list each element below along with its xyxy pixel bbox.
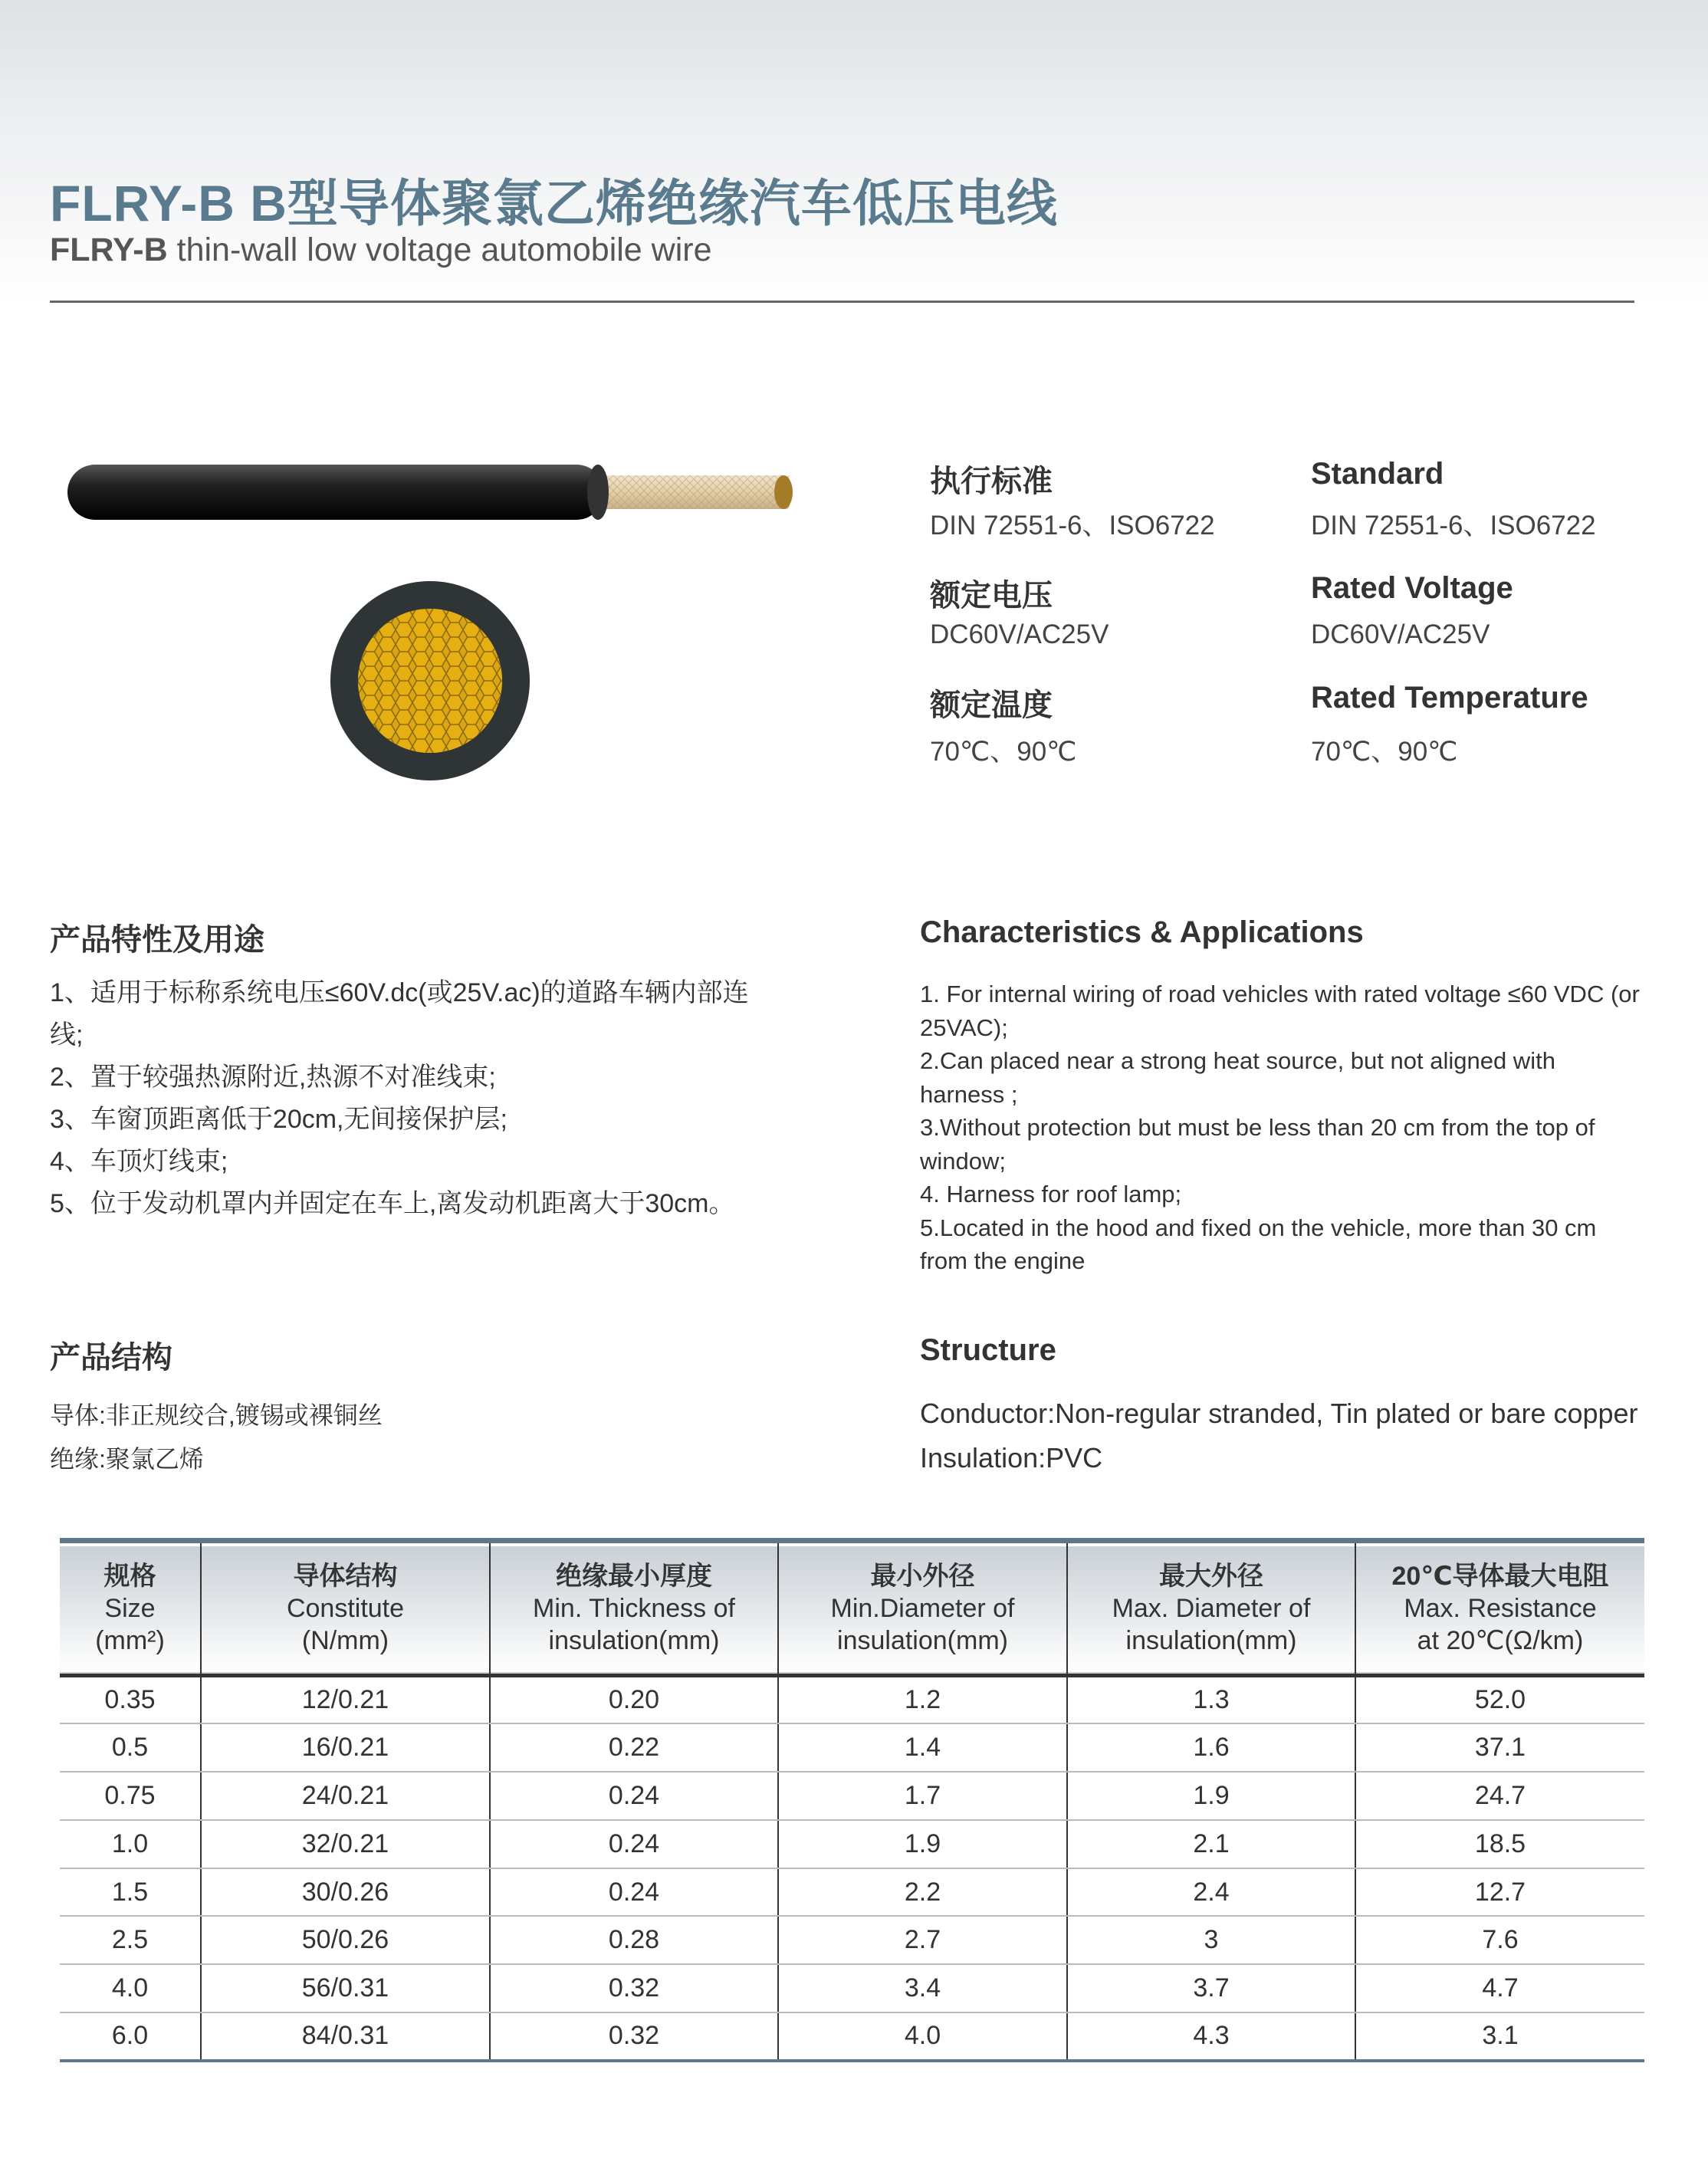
table-cell: 7.6 [1355, 1916, 1644, 1964]
spec-value-zh: DIN 72551-6、ISO6722 [930, 511, 1215, 540]
table-cell: 1.4 [778, 1723, 1067, 1772]
list-item: 绝缘:聚氯乙烯 [50, 1445, 204, 1473]
characteristics-list-zh [50, 972, 778, 1225]
list-item: 3、车窗顶距离低于20cm,无间接保护层; [50, 1105, 507, 1134]
table-cell: 32/0.21 [201, 1820, 490, 1868]
table-row [60, 1964, 1644, 2012]
spec-value-en: 70℃、90℃ [1311, 737, 1458, 767]
table-cell: 2.1 [1067, 1820, 1355, 1868]
spec-value-zh: 70℃、90℃ [930, 737, 1077, 767]
list-item: 2.Can placed near a strong heat source, but not aligned with harness ; [920, 1047, 1555, 1108]
table-row [60, 1723, 1644, 1772]
spec-value-en: DC60V/AC25V [1311, 619, 1490, 649]
table-cell: 1.3 [1067, 1676, 1355, 1724]
list-item: 3.Without protection but must be less than 20 cm from the top of window; [920, 1114, 1595, 1175]
characteristics-title-en: Characteristics & Applications [920, 915, 1364, 949]
table-cell: 24.7 [1355, 1772, 1644, 1820]
table-cell: 16/0.21 [201, 1723, 490, 1772]
subtitle-model: FLRY-B [50, 232, 168, 268]
table-cell: 4.0 [60, 1964, 201, 2012]
spec-label-zh: 额定温度 [930, 688, 1053, 722]
table-cell: 84/0.31 [201, 2012, 490, 2061]
table-cell: 56/0.31 [201, 1964, 490, 2012]
table-cell: 0.5 [60, 1723, 201, 1772]
table-cell: 1.2 [778, 1676, 1067, 1724]
column-header: 最大外径 Max. Diameter of insulation(mm) [1067, 1541, 1355, 1676]
table-row [60, 1868, 1644, 1917]
table-cell: 1.7 [778, 1772, 1067, 1820]
table-cell: 3.1 [1355, 2012, 1644, 2061]
table-cell: 6.0 [60, 2012, 201, 2061]
table-cell: 1.9 [778, 1820, 1067, 1868]
column-header: 20℃导体最大电阻 Max. Resistance at 20℃(Ω/km) [1355, 1541, 1644, 1676]
table-cell: 24/0.21 [201, 1772, 490, 1820]
table-cell: 2.2 [778, 1868, 1067, 1917]
table-row [60, 2012, 1644, 2061]
table-cell: 37.1 [1355, 1723, 1644, 1772]
structure-list-zh [50, 1394, 383, 1481]
table-cell: 3.7 [1067, 1964, 1355, 2012]
page-subtitle [50, 232, 712, 269]
table-cell: 52.0 [1355, 1676, 1644, 1724]
table-cell: 0.22 [490, 1723, 778, 1772]
table-cell: 4.7 [1355, 1964, 1644, 2012]
list-item: 1、适用于标称系统电压≤60V.dc(或25V.ac)的道路车辆内部连线; [50, 978, 749, 1050]
table-cell: 12.7 [1355, 1868, 1644, 1917]
spec-table [60, 1538, 1644, 2062]
spec-label-zh: 额定电压 [930, 579, 1053, 613]
list-item: 2、置于较强热源附近,热源不对准线束; [50, 1063, 496, 1092]
table-cell: 1.6 [1067, 1723, 1355, 1772]
column-header: 导体结构 Constitute (N/mm) [201, 1541, 490, 1676]
header-divider [50, 301, 1634, 303]
spec-value-en: DIN 72551-6、ISO6722 [1311, 511, 1596, 540]
table-cell: 0.32 [490, 1964, 778, 2012]
spec-label-en: Rated Voltage [1311, 571, 1513, 605]
table-row [60, 1676, 1644, 1724]
table-cell: 2.4 [1067, 1868, 1355, 1917]
spec-label-en: Standard [1311, 457, 1444, 491]
list-item: 5.Located in the hood and fixed on the vehicle, more than 30 cm from the engine [920, 1214, 1597, 1274]
table-cell: 0.32 [490, 2012, 778, 2061]
table-cell: 1.9 [1067, 1772, 1355, 1820]
cable-side-illustration [61, 452, 805, 537]
column-header: 规格 Size (mm²) [95, 1562, 165, 1655]
table-cell: 4.3 [1067, 2012, 1355, 2061]
column-header: 最小外径 Min.Diameter of insulation(mm) [778, 1541, 1067, 1676]
table-cell: 0.24 [490, 1772, 778, 1820]
table-row [60, 1916, 1644, 1964]
table-cell: 4.0 [778, 2012, 1067, 2061]
list-item: 5、位于发动机罩内并固定在车上,离发动机距离大于30cm。 [50, 1189, 735, 1218]
table-row [60, 1772, 1644, 1820]
list-item: Conductor:Non-regular stranded, Tin plated or bare copper [920, 1398, 1638, 1429]
table-cell: 30/0.26 [201, 1868, 490, 1917]
list-item: 4. Harness for roof lamp; [920, 1181, 1182, 1207]
list-item: 导体:非正规绞合,镀锡或裸铜丝 [50, 1401, 383, 1429]
table-cell: 3.4 [778, 1964, 1067, 2012]
list-item: 1. For internal wiring of road vehicles with rated voltage ≤60 VDC (or 25VAC); [920, 981, 1640, 1041]
list-item: Insulation:PVC [920, 1442, 1103, 1474]
column-header: 绝缘最小厚度 Min. Thickness of insulation(mm) [490, 1541, 778, 1676]
page-title: FLRY-B B型导体聚氯乙烯绝缘汽车低压电线 [50, 175, 1058, 232]
table-cell: 0.20 [490, 1676, 778, 1724]
spec-value-zh: DC60V/AC25V [930, 619, 1109, 649]
subtitle-text: thin-wall low voltage automobile wire [167, 232, 712, 268]
characteristics-list-en [920, 977, 1641, 1278]
table-cell: 1.5 [60, 1868, 201, 1917]
spec-label-zh: 执行标准 [930, 465, 1053, 498]
structure-title-en: Structure [920, 1333, 1056, 1367]
table-cell: 0.24 [490, 1820, 778, 1868]
table-cell: 2.5 [60, 1916, 201, 1964]
characteristics-title-zh: 产品特性及用途 [50, 923, 264, 957]
spec-label-en: Rated Temperature [1311, 681, 1588, 715]
structure-title-zh: 产品结构 [50, 1341, 172, 1375]
table-cell: 0.35 [60, 1676, 201, 1724]
cable-cross-section-illustration [328, 579, 532, 783]
table-cell: 1.0 [60, 1820, 201, 1868]
table-cell: 18.5 [1355, 1820, 1644, 1868]
table-cell: 3 [1067, 1916, 1355, 1964]
list-item: 4、车顶灯线束; [50, 1147, 228, 1176]
table-cell: 0.75 [60, 1772, 201, 1820]
structure-list-en [920, 1391, 1638, 1480]
table-cell: 0.24 [490, 1868, 778, 1917]
table-cell: 0.28 [490, 1916, 778, 1964]
table-row [60, 1820, 1644, 1868]
table-header-row [60, 1541, 1644, 1676]
table-cell: 12/0.21 [201, 1676, 490, 1724]
table-cell: 2.7 [778, 1916, 1067, 1964]
table-cell: 50/0.26 [201, 1916, 490, 1964]
